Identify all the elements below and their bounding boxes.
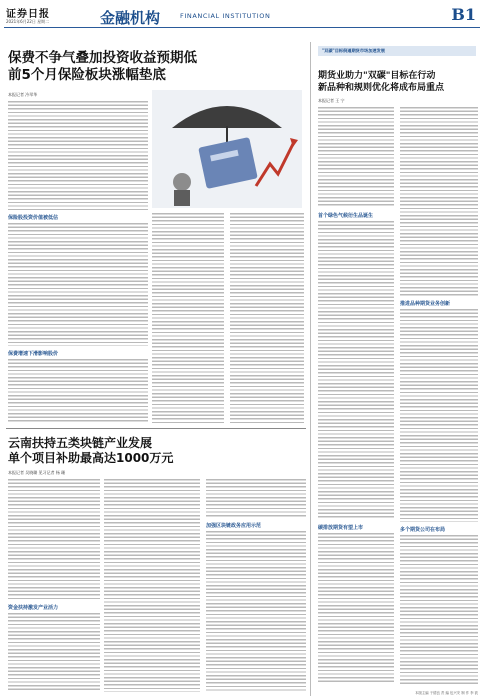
article3-body-col1a bbox=[318, 106, 394, 206]
article2-headline[interactable] bbox=[8, 436, 308, 466]
article2-body-col1b bbox=[8, 612, 100, 692]
column-divider bbox=[310, 42, 311, 696]
article1-headline-line1: 保费不争气叠加投资收益预期低 bbox=[8, 50, 197, 66]
article1-body-col1c bbox=[8, 358, 148, 424]
article1-body-col1b bbox=[8, 222, 148, 346]
article3-subhead-2: 推进品种期货业务创新 bbox=[400, 301, 451, 307]
page-number: B1 bbox=[451, 5, 476, 24]
article2-byline: 本报记者 吴晓璐 见习记者 杨 珊 bbox=[8, 470, 66, 475]
article3-subhead-3: 碳排放期货有望上市 bbox=[318, 525, 364, 531]
article1-body-col1a bbox=[8, 100, 148, 210]
article1-body-col3 bbox=[230, 212, 304, 424]
article-divider bbox=[6, 428, 306, 429]
article2-body-col2 bbox=[104, 478, 200, 692]
article1-subhead-1: 保险股投资价值被低估 bbox=[8, 215, 59, 221]
article3-headline-line2: 新品种和规则优化将成布局重点 bbox=[318, 83, 445, 93]
article1-byline: 本报记者 冷翠华 bbox=[8, 92, 38, 97]
article3-subhead-4: 多个期货公司在布局 bbox=[400, 527, 446, 533]
issue-date: 2021年6月22日 星期二 bbox=[6, 19, 50, 24]
article2-headline-line1: 云南扶持五类块链产业发展 bbox=[8, 436, 153, 450]
article1-body-col2 bbox=[152, 212, 224, 424]
article2-subhead-2: 加强区块链政务应用示范 bbox=[206, 523, 262, 529]
article2-body-col1a bbox=[8, 478, 100, 600]
section-title: 金融机构 bbox=[100, 9, 161, 27]
article3-headline[interactable] bbox=[318, 70, 480, 94]
article3-headline-line1: 期货业助力"双碳"目标在行动 bbox=[318, 71, 436, 81]
insurance-illustration bbox=[152, 90, 302, 208]
article3-body-col2c bbox=[400, 534, 478, 684]
article2-body-col3b bbox=[206, 530, 306, 692]
newspaper-logo: 证券日报 bbox=[6, 9, 50, 20]
article1-subhead-2: 保费增速下滑影响股价 bbox=[8, 351, 59, 357]
section-title-en: FINANCIAL INSTITUTION bbox=[180, 12, 271, 20]
article3-tag: "双碳"目标倒逼期货市场加速发展 bbox=[318, 46, 476, 56]
article1-headline-line2: 前5个月保险板块涨幅垫底 bbox=[8, 67, 166, 83]
article2-body-col3a bbox=[206, 478, 306, 518]
article3-byline: 本报记者 王 宁 bbox=[318, 98, 345, 103]
article3-body-col2a bbox=[400, 106, 478, 296]
article2-headline-line2: 单个项目补助最高达1000万元 bbox=[8, 451, 174, 465]
article3-body-col1c bbox=[318, 532, 394, 684]
page-footer: 本版主编 于德良 责 编 包兴安 制 作 李 波 bbox=[415, 691, 478, 695]
article1-headline[interactable] bbox=[8, 50, 304, 84]
article2-subhead-1: 资金扶持激发产业活力 bbox=[8, 605, 59, 611]
article3-body-col2b bbox=[400, 308, 478, 522]
article3-body-col1b bbox=[318, 220, 394, 520]
masthead-rule bbox=[4, 27, 480, 39]
article3-subhead-1: 首个绿色气候衍生品诞生 bbox=[318, 213, 374, 219]
masthead bbox=[4, 3, 480, 39]
